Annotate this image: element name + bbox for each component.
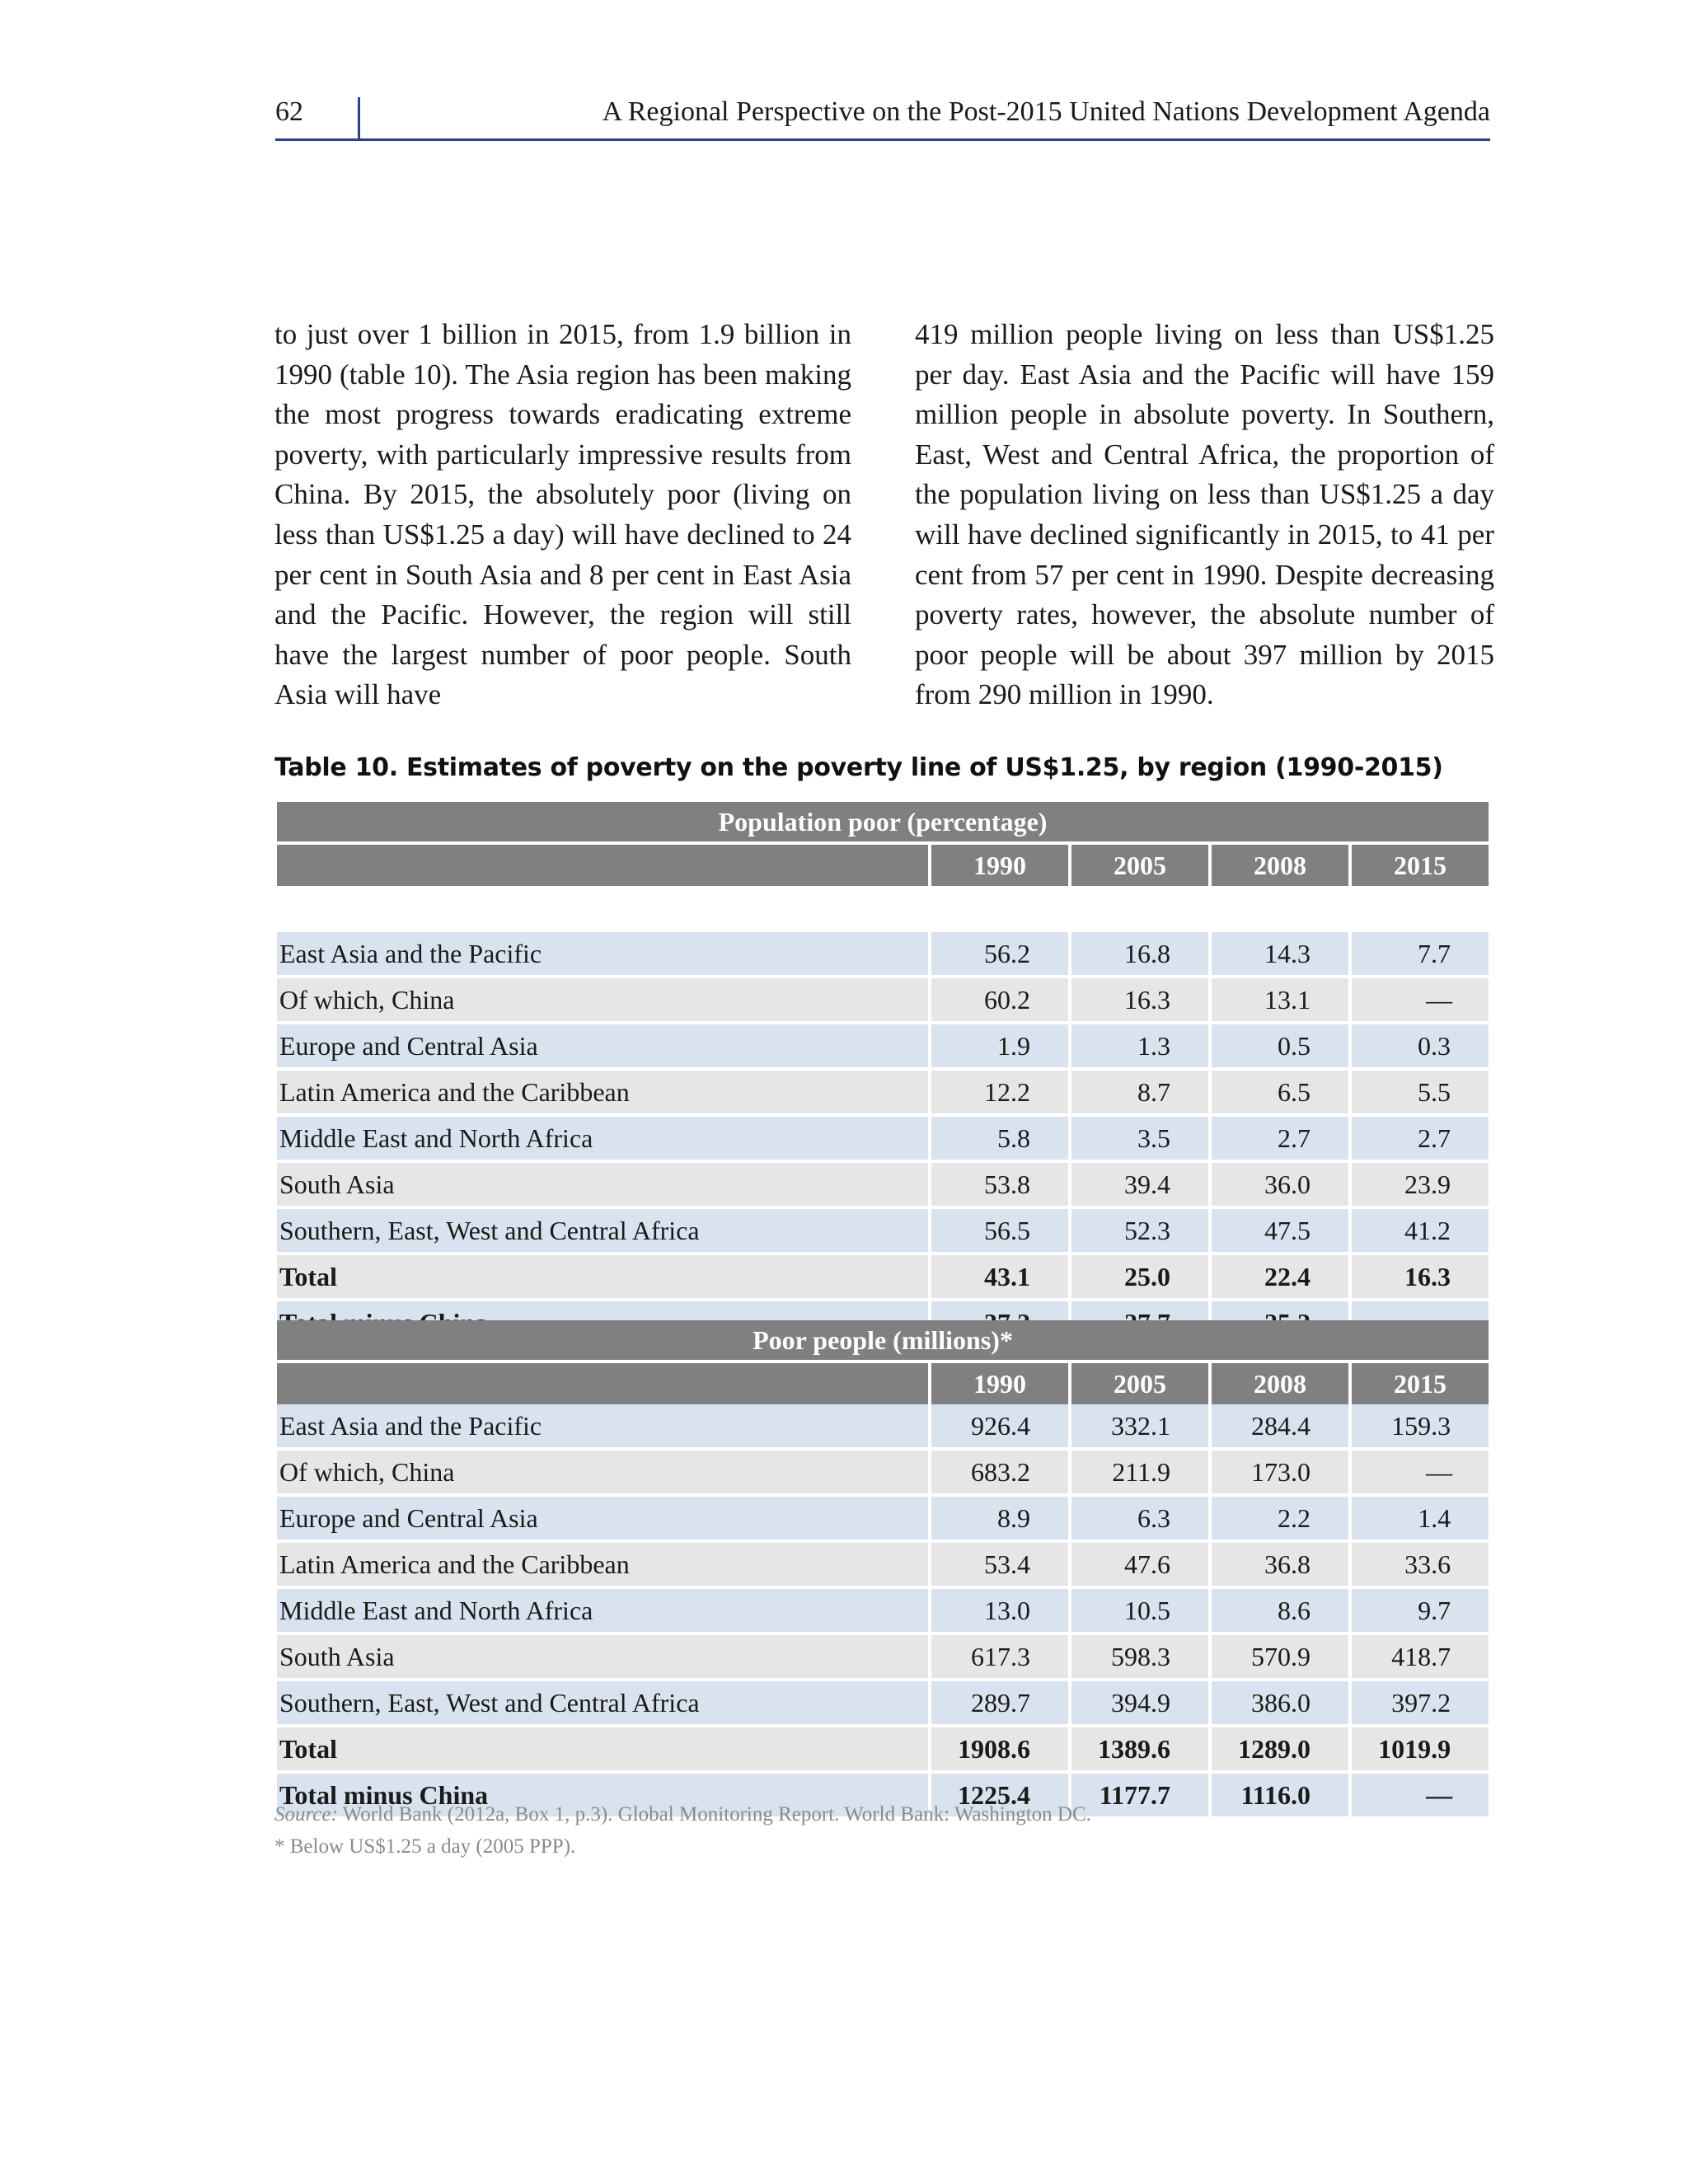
year-header: 2008 — [1208, 1363, 1348, 1404]
value-cell-2015: 418.7 — [1348, 1635, 1489, 1681]
value-cell-2008: 0.5 — [1208, 1024, 1348, 1071]
value-cell-2015: 23.9 — [1348, 1163, 1489, 1209]
value-cell-2008: 36.0 — [1208, 1163, 1348, 1209]
value-cell-1990: 13.0 — [928, 1589, 1068, 1635]
value-cell-2015: 16.3 — [1348, 1255, 1489, 1301]
value-cell-2005: 3.5 — [1068, 1117, 1208, 1163]
value-cell-2005: 394.9 — [1068, 1681, 1208, 1727]
value-cell-2008: 8.6 — [1208, 1589, 1348, 1635]
value-cell-2015: 7.7 — [1348, 932, 1489, 978]
table-row — [277, 978, 1489, 1024]
value-cell-1990: 43.1 — [928, 1255, 1068, 1301]
value-cell-2008: 36.8 — [1208, 1543, 1348, 1589]
value-cell-2015: 0.3 — [1348, 1024, 1489, 1071]
table-row — [277, 1589, 1489, 1635]
poverty-percentage-table — [277, 802, 1489, 1347]
value-cell-2015: 9.7 — [1348, 1589, 1489, 1635]
value-cell-2008: 284.4 — [1208, 1404, 1348, 1451]
percentage-year-header-row — [277, 845, 1489, 886]
value-cell-2005: 1177.7 — [1068, 1774, 1208, 1820]
millions-year-header-row — [277, 1363, 1489, 1404]
region-label: Southern, East, West and Central Africa — [277, 1681, 928, 1727]
table-row — [277, 1681, 1489, 1727]
body-text-right-column: 419 million people living on less than US$1.25 per day. East Asia and the Pacific will have 159 million people in absolute poverty. In Southern, East, West and Central Africa, the proportion of the population living on less than US$1.25 a day will have declined significantly in 2015, to 41 per cent from 57 per cent in 1990. Despite decreasing poverty rates, however, the absolute number of poor people will be about 397 million by 2015 from 290 million in 1990. — [915, 318, 1494, 711]
value-cell-1990: 289.7 — [928, 1681, 1068, 1727]
region-label: South Asia — [277, 1163, 928, 1209]
value-cell-2005: 1.3 — [1068, 1024, 1208, 1071]
value-cell-2015: 41.2 — [1348, 1209, 1489, 1255]
region-label: East Asia and the Pacific — [277, 932, 928, 978]
value-cell-2015: — — [1348, 978, 1489, 1024]
value-cell-2015: — — [1348, 1774, 1489, 1820]
running-title: A Regional Perspective on the Post-2015 United Nations Development Agenda — [602, 96, 1490, 127]
value-cell-2005: 10.5 — [1068, 1589, 1208, 1635]
table-row — [277, 1117, 1489, 1163]
value-cell-1990: 1.9 — [928, 1024, 1068, 1071]
value-cell-1990: 12.2 — [928, 1071, 1068, 1117]
body-text-left-column: to just over 1 billion in 2015, from 1.9 billion in 1990 (table 10). The Asia region has been making the most progress towards eradicating extreme poverty, with particularly impressive results from China. By 2015, the absolutely poor (living on less than US$1.25 a day) will have declined to 24 per cent in South Asia and 8 per cent in East Asia and the Pacific. However, the region will still have the largest number of poor people. South Asia will have — [274, 318, 851, 711]
page-header — [275, 92, 1490, 141]
value-cell-1990: 8.9 — [928, 1497, 1068, 1543]
value-cell-2008: 173.0 — [1208, 1451, 1348, 1497]
millions-table-body — [277, 1404, 1489, 1820]
value-cell-2005: 332.1 — [1068, 1404, 1208, 1451]
table-row — [277, 1635, 1489, 1681]
region-label: South Asia — [277, 1635, 928, 1681]
region-label: Europe and Central Asia — [277, 1024, 928, 1071]
value-cell-1990: 56.2 — [928, 932, 1068, 978]
region-label: Middle East and North Africa — [277, 1589, 928, 1635]
region-header-cell — [277, 845, 928, 886]
region-label: Total minus China — [277, 1774, 928, 1820]
region-label: Latin America and the Caribbean — [277, 1071, 928, 1117]
value-cell-2005: 1389.6 — [1068, 1727, 1208, 1774]
value-cell-2005: 39.4 — [1068, 1163, 1208, 1209]
value-cell-2005: 16.8 — [1068, 932, 1208, 978]
percentage-table-title: Population poor (percentage) — [277, 802, 1489, 845]
value-cell-2008: 2.7 — [1208, 1117, 1348, 1163]
table-row — [277, 1024, 1489, 1071]
value-cell-2015: 1.4 — [1348, 1497, 1489, 1543]
value-cell-1990: 60.2 — [928, 978, 1068, 1024]
table-source-note — [274, 1799, 1091, 1830]
table-footnote: * Below US$1.25 a day (2005 PPP). — [274, 1835, 576, 1858]
value-cell-2005: 598.3 — [1068, 1635, 1208, 1681]
value-cell-2015: — — [1348, 1451, 1489, 1497]
value-cell-2008: 14.3 — [1208, 932, 1348, 978]
millions-table-title: Poor people (millions)* — [277, 1320, 1489, 1363]
table-row — [277, 932, 1489, 978]
value-cell-1990: 53.4 — [928, 1543, 1068, 1589]
value-cell-1990: 53.8 — [928, 1163, 1068, 1209]
region-label: Total — [277, 1255, 928, 1301]
year-header: 1990 — [928, 845, 1068, 886]
table-row — [277, 1209, 1489, 1255]
region-label: Europe and Central Asia — [277, 1497, 928, 1543]
source-text: World Bank (2012a, Box 1, p.3). Global Monitoring Report. World Bank: Washington DC. — [337, 1803, 1091, 1825]
value-cell-2008: 1289.0 — [1208, 1727, 1348, 1774]
table-row — [277, 1497, 1489, 1543]
value-cell-2005: 47.6 — [1068, 1543, 1208, 1589]
table-row — [277, 1543, 1489, 1589]
table-row — [277, 1071, 1489, 1117]
year-header: 1990 — [928, 1363, 1068, 1404]
value-cell-1990: 1908.6 — [928, 1727, 1068, 1774]
value-cell-2005: 16.3 — [1068, 978, 1208, 1024]
page-number: 62 — [275, 96, 303, 127]
header-divider — [358, 97, 360, 140]
region-label: Of which, China — [277, 978, 928, 1024]
year-header: 2015 — [1348, 1363, 1489, 1404]
value-cell-2015: 1019.9 — [1348, 1727, 1489, 1774]
value-cell-2005: 25.0 — [1068, 1255, 1208, 1301]
value-cell-2008: 22.4 — [1208, 1255, 1348, 1301]
value-cell-2008: 2.2 — [1208, 1497, 1348, 1543]
table-row — [277, 1727, 1489, 1774]
year-header: 2005 — [1068, 845, 1208, 886]
value-cell-2015: 2.7 — [1348, 1117, 1489, 1163]
value-cell-2005: 8.7 — [1068, 1071, 1208, 1117]
value-cell-2008: 570.9 — [1208, 1635, 1348, 1681]
year-header: 2008 — [1208, 845, 1348, 886]
value-cell-2005: 52.3 — [1068, 1209, 1208, 1255]
value-cell-2005: 6.3 — [1068, 1497, 1208, 1543]
value-cell-2015: 33.6 — [1348, 1543, 1489, 1589]
table-row — [277, 1404, 1489, 1451]
value-cell-2005: 211.9 — [1068, 1451, 1208, 1497]
value-cell-2015: 159.3 — [1348, 1404, 1489, 1451]
table-row — [277, 1255, 1489, 1301]
value-cell-2008: 6.5 — [1208, 1071, 1348, 1117]
region-label: Of which, China — [277, 1451, 928, 1497]
table-row — [277, 1451, 1489, 1497]
region-label: Southern, East, West and Central Africa — [277, 1209, 928, 1255]
value-cell-1990: 56.5 — [928, 1209, 1068, 1255]
value-cell-2015: 5.5 — [1348, 1071, 1489, 1117]
percentage-table-body — [277, 932, 1489, 1347]
value-cell-1990: 926.4 — [928, 1404, 1068, 1451]
value-cell-1990: 617.3 — [928, 1635, 1068, 1681]
value-cell-1990: 683.2 — [928, 1451, 1068, 1497]
value-cell-2015: 397.2 — [1348, 1681, 1489, 1727]
table-row — [277, 1163, 1489, 1209]
table-caption: Table 10. Estimates of poverty on the poverty line of US$1.25, by region (1990-2015) — [274, 753, 1443, 782]
poor-people-millions-table — [277, 1320, 1489, 1820]
region-header-cell — [277, 1363, 928, 1404]
year-header: 2015 — [1348, 845, 1489, 886]
source-label: Source: — [274, 1803, 338, 1825]
year-header: 2005 — [1068, 1363, 1208, 1404]
region-label: East Asia and the Pacific — [277, 1404, 928, 1451]
value-cell-2008: 386.0 — [1208, 1681, 1348, 1727]
value-cell-2008: 13.1 — [1208, 978, 1348, 1024]
value-cell-2008: 47.5 — [1208, 1209, 1348, 1255]
region-label: Total — [277, 1727, 928, 1774]
value-cell-1990: 1225.4 — [928, 1774, 1068, 1820]
region-label: Latin America and the Caribbean — [277, 1543, 928, 1589]
value-cell-1990: 5.8 — [928, 1117, 1068, 1163]
value-cell-2008: 1116.0 — [1208, 1774, 1348, 1820]
region-label: Middle East and North Africa — [277, 1117, 928, 1163]
